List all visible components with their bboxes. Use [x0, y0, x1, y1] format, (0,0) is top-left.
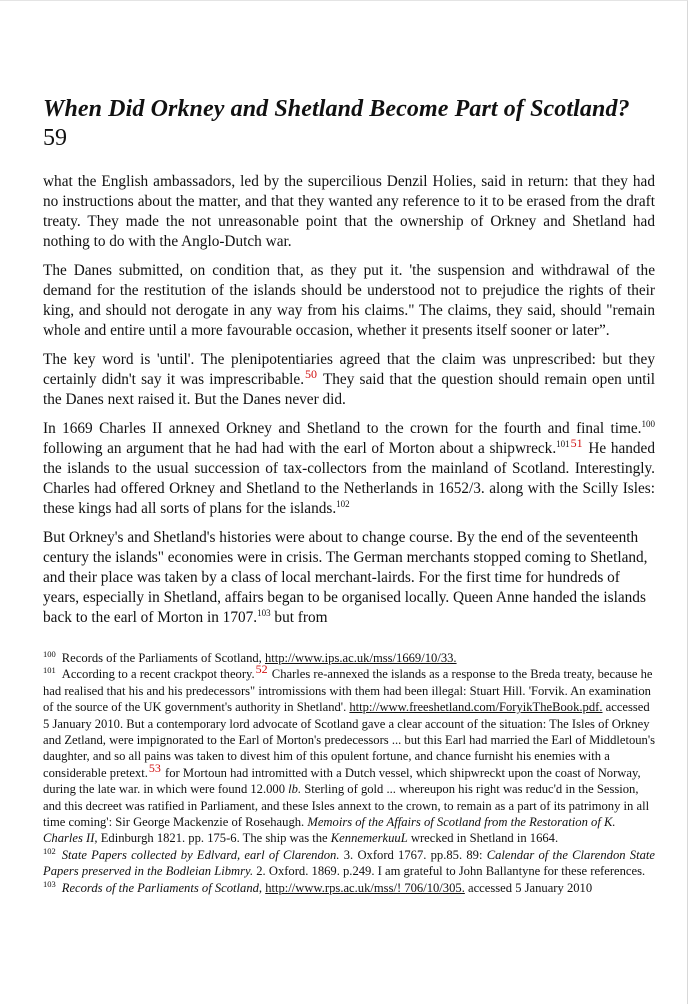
footnote-text: 3. Oxford 1767. pp.85. 89:	[339, 847, 487, 862]
footnote-text: Records of the Parliaments of Scotland,	[61, 651, 262, 665]
footnote-italic: KennemerkuuL	[330, 831, 408, 846]
footnote-text: Sterling of gold ... whereupon his right was reduc'd in the Session, and this decreet was ratified in Parliament, and these Isles annext to the crown, to remain as a part of its patrimony in all time coming': Sir George Mackenzie of Rosehaugh.	[43, 782, 650, 830]
paragraph-5-text-b: but from	[270, 609, 328, 626]
footnote-italic: Calendar of the Clarendon State Papers preserved in the Bodleian Libmry.	[43, 847, 655, 879]
footnote-italic: Records of the Parliaments of Scotland,	[61, 880, 263, 895]
page-marker-52: 52	[255, 662, 268, 677]
footnote-italic: lb.	[288, 782, 302, 797]
footnotes	[43, 650, 655, 896]
paragraph-1: what the English ambassadors, led by the supercilious Denzil Holies, said in return: that they had no instructions about the matter, and that they wanted any reference to it to be erased from the draft treaty. They made the not unreasonable point that the ownership of Orkney and Shetland had nothing to do with the Anglo-Dutch war.	[43, 173, 655, 250]
footnote-text: accessed 5 January 2010. But a contemporary lord advocate of Scotland gave a clear account of the situation: The Isles of Orkney and Zetland, were impignorated to the Earl of Morton's predecessors ... but this Earl had married the Earl of Middletoun's daughter, and so all pains was taken to divest him of this opulent fortune, and chance furnisht his enemies with a considerable pretext.	[43, 700, 656, 780]
footnote-link[interactable]: http://www.freeshetland.com/ForyikTheBook.pdf.	[349, 700, 603, 715]
footnote-number: 102	[43, 845, 56, 856]
paragraph-4-text-c: He handed the islands to the usual succession of tax-collectors from the mainland of Scotland. Interestingly. Charles had offered Orkney and Shetland to the Netherlands in 1652/3. along with the Scilly Isles: these kings had all sorts of plans for the islands.	[43, 440, 655, 517]
paragraph-3-text-a: The key word is 'until'. The plenipotentiaries agreed that the claim was unprescribed: but they certainly didn't say it was imprescribable.	[43, 351, 655, 388]
page-marker-51: 51	[570, 435, 583, 450]
paragraph-5	[43, 528, 655, 628]
paragraph-4-text-a: In 1669 Charles II annexed Orkney and Shetland to the crown for the fourth and final time.	[43, 420, 642, 437]
paragraph-2: The Danes submitted, on condition that, as they put it. 'the suspension and withdrawal of the demand for the restitution of the islands should be understood not to prejudice the rights of their king, and should not derogate in any way from his claims." The claims, they said, should "remain whole and entire until a more favourable occasion, whether it presents itself sooner or later”.	[43, 262, 655, 339]
footnote-ref-101[interactable]: 101	[556, 438, 570, 449]
footnote-link[interactable]: http://www.ips.ac.uk/mss/1669/10/33.	[264, 651, 457, 665]
footnote-100	[43, 650, 655, 666]
paragraph-4	[43, 419, 655, 519]
footnote-text: Edinburgh 1821. pp. 175-6. The ship was the	[97, 831, 331, 846]
footnote-number: 100	[43, 648, 56, 659]
footnote-ref-102[interactable]: 102	[336, 498, 350, 509]
body-text	[43, 172, 655, 628]
footnote-text: According to a recent crackpot theory.	[61, 667, 255, 682]
footnote-number: 101	[43, 665, 56, 676]
footnote-ref-100[interactable]: 100	[641, 418, 655, 429]
page-marker-53: 53	[148, 760, 161, 775]
page-marker-50: 50	[305, 366, 318, 381]
paragraph-3-text-b: They said that the question should remain open until the Danes next raised it. But the Danes never did.	[43, 371, 655, 408]
footnote-italic: Memoirs of the Affairs of Scotland from the Restoration of K. Charles II,	[43, 815, 616, 846]
footnote-text: Charles re-annexed the islands as a response to the Breda treaty, because he had realised that his and his predecessors" intromissions with them had been illegal: Stuart Hill. 'Forvik. An examination of the source of the UK government's authority in Shetland'.	[43, 667, 653, 715]
running-header-title: When Did Orkney and Shetland Become Part of Scotland?	[43, 96, 630, 122]
footnote-text: accessed 5 January 2010	[464, 880, 593, 895]
footnote-text: wrecked in Shetland in 1664.	[407, 831, 559, 846]
footnote-link[interactable]: http://www.rps.ac.uk/mss/! 706/10/305.	[265, 880, 465, 895]
footnote-number: 103	[43, 878, 56, 889]
paragraph-3	[43, 350, 655, 410]
footnote-ref-103[interactable]: 103	[257, 607, 271, 618]
footnote-text: 2. Oxford. 1869. p.249. I am grateful to John Ballantyne for these references.	[253, 864, 646, 879]
footnote-103	[43, 880, 655, 896]
page-number: 59	[43, 125, 67, 151]
footnote-101	[43, 662, 656, 846]
footnote-italic: State Papers collected by Edlvard, earl of Clarendon.	[61, 847, 340, 862]
paragraph-5-text-a: But Orkney's and Shetland's histories were about to change course. By the end of the seventeenth century the islands" economies were in crisis. The German merchants stopped coming to Shetland, and their place was taken by a class of local merchant-lairds. For the first time for hundreds of years, especially in Shetland, affairs began to be organised locally. Queen Anne handed the islands back to the earl of Morton in 1707.	[43, 529, 648, 626]
footnote-text: for Mortoun had intromitted with a Dutch vessel, which shipwreckt upon the coast of Norway, during the late war. in which were found 12.000	[43, 765, 641, 797]
footnote-102	[43, 847, 655, 880]
paragraph-4-text-b: following an argument that he had had with the earl of Morton about a shipwreck.	[43, 440, 557, 457]
